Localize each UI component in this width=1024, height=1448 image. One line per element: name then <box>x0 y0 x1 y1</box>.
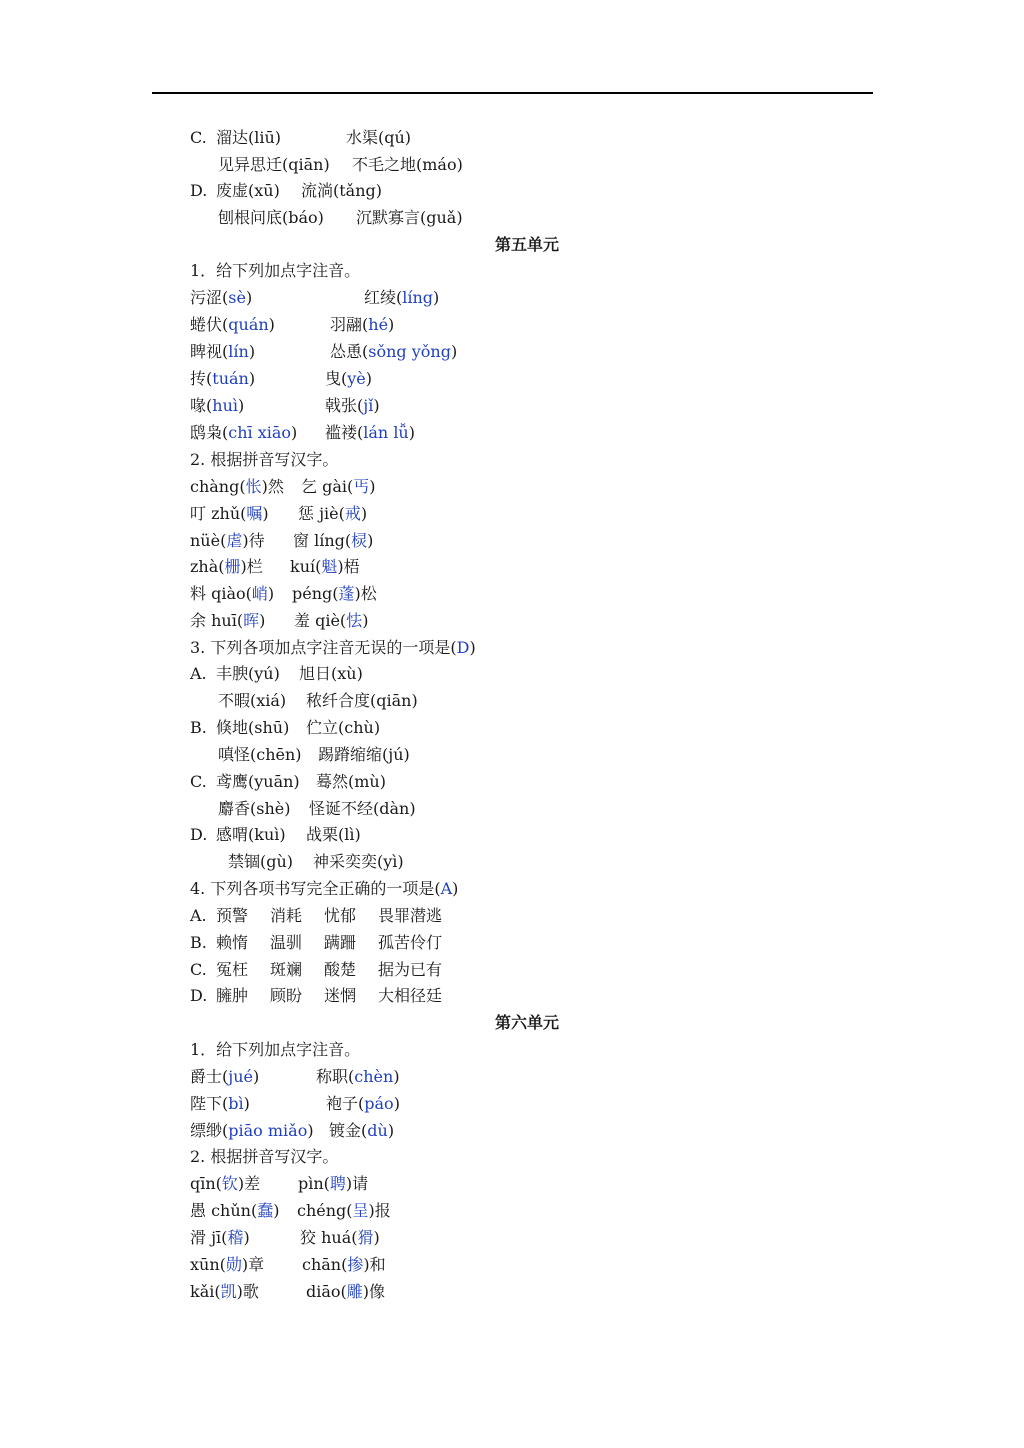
text-fragment: 缥缈 <box>190 1121 223 1140</box>
unit5-q1-item: 褴褛(lán lǚ) <box>325 423 415 442</box>
text-fragment: jué <box>228 1067 253 1086</box>
text-fragment: 稽 <box>227 1228 244 1247</box>
option-d-item-4: 沉默寡言(guǎ) <box>356 208 463 227</box>
text-fragment: jǐ <box>363 396 374 415</box>
text-fragment: xūn( <box>190 1255 226 1274</box>
text-fragment: 睥视 <box>190 342 223 361</box>
unit6-q1-item: 缥缈(piāo miǎo) <box>190 1121 314 1140</box>
text-fragment: 料 qiào( <box>190 584 252 603</box>
text-fragment: )梧 <box>337 557 360 576</box>
text-fragment: nüè( <box>190 531 227 550</box>
text-fragment: ) <box>259 611 266 630</box>
unit5-q3-option-label: B. <box>190 718 207 737</box>
unit5-q3-option-item: 倏地(shū) <box>216 718 290 737</box>
unit5-q2-item <box>190 557 263 577</box>
text-fragment: 怂恿 <box>330 342 363 361</box>
text-fragment: ) <box>452 879 459 898</box>
text-fragment: chéng( <box>297 1201 353 1220</box>
text-fragment: ) <box>243 1228 250 1247</box>
text-fragment: 喙 <box>190 396 207 415</box>
unit5-q2-item <box>294 611 368 631</box>
option-d-item-2: 流淌(tǎng) <box>301 181 383 200</box>
unit6-q2-item <box>297 1201 391 1221</box>
text-fragment: hé <box>368 315 389 334</box>
unit5-q1-item: 睥视(lín) <box>190 342 256 361</box>
text-fragment: )松 <box>354 584 377 603</box>
unit6-q2-item <box>190 1228 250 1248</box>
text-fragment: tuán <box>212 369 249 388</box>
text-fragment: 污涩 <box>190 288 223 307</box>
text-fragment: )栏 <box>240 557 263 576</box>
text-fragment: 羽翮 <box>330 315 363 334</box>
text-fragment: 愚 chǔn( <box>190 1201 258 1220</box>
text-fragment: 栅 <box>224 557 241 576</box>
unit5-q3-option-item: 秾纤合度(qiān) <box>306 691 418 710</box>
unit5-q3-option-item: 神采奕奕(yì) <box>313 852 404 871</box>
text-fragment: páo <box>364 1094 394 1113</box>
unit5-q3-option-label: C. <box>190 772 207 791</box>
unit5-q4-option-word: 顾盼 <box>270 986 303 1005</box>
header-rule <box>152 92 873 94</box>
unit5-q3-answer: D <box>456 638 470 657</box>
unit5-q1-item: 红绫(líng) <box>364 288 440 307</box>
text-fragment: 称职 <box>316 1067 349 1086</box>
option-d-item-1: 废虚(xū) <box>216 181 280 200</box>
text-fragment: 滑 jī( <box>190 1228 228 1247</box>
unit5-q3-option-item: 伫立(chù) <box>306 718 381 737</box>
text-fragment: )像 <box>362 1282 386 1301</box>
unit5-q4-option-label: D. <box>190 986 208 1005</box>
text-fragment: 蓬 <box>338 584 355 603</box>
text-fragment: líng <box>402 288 434 307</box>
text-fragment: huì <box>212 396 238 415</box>
unit5-q3-option-item: 蓦然(mù) <box>316 772 386 791</box>
text-fragment: 魁 <box>321 557 338 576</box>
unit5-q3-option-item: 禁锢(gù) <box>228 852 294 871</box>
unit5-q2-item <box>301 477 376 497</box>
unit5-q2-item <box>293 531 373 551</box>
unit5-q2-item <box>190 531 265 551</box>
text-fragment: yè <box>347 369 366 388</box>
unit6-title: 第六单元 <box>495 1013 560 1032</box>
text-fragment: ) <box>262 504 269 523</box>
text-fragment: 呈 <box>352 1201 369 1220</box>
text-fragment: 戟张 <box>325 396 358 415</box>
unit5-q4-option-word: 冤枉 <box>216 960 249 979</box>
unit6-q2-item <box>302 1255 386 1275</box>
text-fragment: sǒng yǒng <box>368 342 451 361</box>
option-d-label: D. <box>190 181 208 200</box>
text-fragment: )报 <box>368 1201 391 1220</box>
unit5-q4-stem <box>190 879 458 899</box>
text-fragment: lín <box>228 342 249 361</box>
text-fragment: 红绫 <box>364 288 397 307</box>
unit5-q4-option-label: C. <box>190 960 207 979</box>
unit5-q3-option-item: 旭日(xù) <box>299 664 363 683</box>
unit5-q4-option-word: 预警 <box>216 906 249 925</box>
unit5-q3-option-item: 不暇(xiá) <box>218 691 287 710</box>
text-fragment: péng( <box>292 584 339 603</box>
text-fragment: 惩 jiè( <box>298 504 345 523</box>
unit6-q1-item: 袍子(páo) <box>326 1094 400 1113</box>
unit5-q1-item: 污涩(sè) <box>190 288 253 307</box>
text-fragment: qīn( <box>190 1174 222 1193</box>
unit5-q4-option-word: 迷惘 <box>324 986 357 1005</box>
option-c-item-3: 见异思迁(qiān) <box>218 155 330 174</box>
unit5-q2-item <box>292 584 377 604</box>
unit5-q2-item <box>298 504 367 524</box>
unit5-q2-item <box>190 477 284 497</box>
unit5-q4-option-word: 大相径廷 <box>378 986 443 1005</box>
text-fragment: ) <box>469 638 476 657</box>
text-fragment: chī xiāo <box>228 423 292 442</box>
text-fragment: 袍子 <box>326 1094 359 1113</box>
unit5-q3-stem <box>190 638 476 658</box>
text-fragment: 峭 <box>251 584 268 603</box>
unit5-q3-option-item: 麝香(shè) <box>218 799 291 818</box>
unit5-q1-stem: 1．给下列加点字注音。 <box>190 261 361 280</box>
unit6-q2-item <box>298 1174 368 1194</box>
unit6-q2-item <box>306 1282 385 1302</box>
text-fragment: 丐 <box>353 477 370 496</box>
unit5-q3-option-label: D. <box>190 825 208 844</box>
text-fragment: )差 <box>237 1174 261 1193</box>
unit5-q4-option-word: 斑斓 <box>270 960 303 979</box>
text-fragment: ) <box>273 1201 280 1220</box>
text-fragment: 怯 <box>346 611 363 630</box>
unit5-q3-option-item: 丰腴(yú) <box>216 664 280 683</box>
text-fragment: )待 <box>242 531 265 550</box>
text-fragment: ) <box>369 477 376 496</box>
unit6-q1-stem: 1．给下列加点字注音。 <box>190 1040 361 1059</box>
text-fragment: 戒 <box>344 504 361 523</box>
unit5-q1-item: 喙(huì) <box>190 396 245 415</box>
text-fragment: 凯 <box>220 1282 237 1301</box>
unit5-q4-option-word: 消耗 <box>270 906 303 925</box>
unit5-q1-item: 羽翮(hé) <box>330 315 395 334</box>
text-fragment: chàng( <box>190 477 246 496</box>
unit5-q1-item: 鸱枭(chī xiāo) <box>190 423 298 442</box>
text-fragment: )歌 <box>236 1282 259 1301</box>
unit5-q1-item: 抟(tuán) <box>190 369 256 388</box>
unit6-q1-item: 镀金(dù) <box>329 1121 395 1140</box>
text-fragment: 虐 <box>226 531 243 550</box>
text-fragment: lán lǚ <box>363 423 409 442</box>
text-fragment: ) <box>362 611 369 630</box>
text-fragment: )章 <box>241 1255 265 1274</box>
unit6-q2-item <box>190 1255 264 1275</box>
text-fragment: 狡 huá( <box>300 1228 358 1247</box>
text-fragment: ) <box>367 531 374 550</box>
text-fragment: 余 huī( <box>190 611 244 630</box>
text-fragment: 蠢 <box>257 1201 274 1220</box>
text-fragment: piāo miǎo <box>228 1121 308 1140</box>
unit5-q4-option-word: 孤苦伶仃 <box>378 933 443 952</box>
unit6-q2-item <box>190 1282 259 1302</box>
text-fragment: )请 <box>345 1174 369 1193</box>
text-fragment: ) <box>360 504 368 523</box>
text-fragment: 嘱 <box>246 504 263 523</box>
unit5-q3-option-label: A. <box>190 664 207 683</box>
text-fragment: 勋 <box>225 1255 242 1274</box>
unit5-q3-option-item: 踢蹐缩缩(jú) <box>318 745 410 764</box>
text-fragment: diāo( <box>306 1282 347 1301</box>
text-fragment: 羞 qiè( <box>294 611 347 630</box>
unit5-q1-item: 怂恿(sǒng yǒng) <box>330 342 458 361</box>
text-fragment: 陛下 <box>190 1094 223 1113</box>
unit5-q4-option-word: 赖惰 <box>216 933 249 952</box>
text-fragment: 4. 下列各项书写完全正确的一项是( <box>190 879 441 898</box>
unit6-q2-item <box>190 1201 279 1221</box>
text-fragment: 窗 líng( <box>293 531 352 550</box>
text-fragment: )然 <box>261 477 284 496</box>
text-fragment: 叮 zhǔ( <box>190 504 247 523</box>
text-fragment: 3. 下列各项加点字注音无误的一项是( <box>190 638 457 657</box>
text-fragment: 钦 <box>221 1174 238 1193</box>
option-c-item-1: 溜达(liū) <box>216 128 282 147</box>
text-fragment: 猾 <box>357 1228 374 1247</box>
unit5-q4-option-label: B. <box>190 933 207 952</box>
text-fragment: 褴褛 <box>325 423 358 442</box>
unit5-q3-option-item: 战栗(lì) <box>306 825 361 844</box>
unit5-q2-item <box>290 557 360 577</box>
unit5-q2-stem: 2. 根据拼音写汉字。 <box>190 450 339 469</box>
text-fragment: zhà( <box>190 557 225 576</box>
option-c-item-2: 水渠(qú) <box>346 128 412 147</box>
text-fragment: 掺 <box>347 1255 364 1274</box>
text-fragment: dù <box>367 1121 388 1140</box>
unit6-q1-item: 陛下(bì) <box>190 1094 250 1113</box>
text-fragment: 聘 <box>329 1174 346 1193</box>
unit5-q4-option-word: 温驯 <box>270 933 303 952</box>
text-fragment: 乞 gài( <box>301 477 354 496</box>
unit5-q2-item <box>190 584 274 604</box>
unit5-q4-answer: A <box>440 879 453 898</box>
text-fragment: ) <box>267 584 275 603</box>
text-fragment: quán <box>228 315 269 334</box>
option-c-item-4: 不毛之地(máo) <box>352 155 463 174</box>
text-fragment: chèn <box>354 1067 394 1086</box>
text-fragment: 曳 <box>325 369 342 388</box>
unit6-q2-stem: 2. 根据拼音写汉字。 <box>190 1147 339 1166</box>
unit5-q3-option-item: 嗔怪(chēn) <box>218 745 302 764</box>
unit5-q4-option-word: 蹒跚 <box>324 933 357 952</box>
unit5-q4-option-word: 忧郁 <box>324 906 357 925</box>
unit5-q4-option-word: 据为已有 <box>378 960 443 979</box>
unit6-q2-item <box>190 1174 260 1194</box>
text-fragment: kuí( <box>290 557 322 576</box>
text-fragment: 爵士 <box>190 1067 223 1086</box>
unit6-q1-item: 称职(chèn) <box>316 1067 400 1086</box>
text-fragment: pìn( <box>298 1174 330 1193</box>
text-fragment: 晖 <box>243 611 260 630</box>
text-fragment: ) <box>373 1228 380 1247</box>
unit5-q4-option-label: A. <box>190 906 207 925</box>
unit5-q1-item: 戟张(jǐ) <box>325 396 380 415</box>
text-fragment: 雕 <box>346 1282 363 1301</box>
option-c-label: C. <box>190 128 207 147</box>
text-fragment: sè <box>228 288 246 307</box>
unit5-q3-option-item: 感喟(kuì) <box>216 825 286 844</box>
text-fragment: kǎi( <box>190 1282 221 1301</box>
text-fragment: bì <box>228 1094 244 1113</box>
unit5-q4-option-word: 畏罪潜逃 <box>378 906 443 925</box>
text-fragment: )和 <box>363 1255 386 1274</box>
text-fragment: 蜷伏 <box>190 315 223 334</box>
text-fragment: chān( <box>302 1255 348 1274</box>
unit5-title: 第五单元 <box>495 235 560 254</box>
text-fragment: 鸱枭 <box>190 423 223 442</box>
unit6-q2-item <box>300 1228 380 1248</box>
text-fragment: 棂 <box>351 531 368 550</box>
unit5-q4-option-word: 臃肿 <box>216 986 249 1005</box>
unit5-q2-item <box>190 504 269 524</box>
option-d-item-3: 刨根问底(báo) <box>218 208 324 227</box>
unit5-q4-option-word: 酸楚 <box>324 960 357 979</box>
text-fragment: 抟 <box>190 369 207 388</box>
unit5-q2-item <box>190 611 265 631</box>
unit6-q1-item: 爵士(jué) <box>190 1067 260 1086</box>
unit5-q1-item: 蜷伏(quán) <box>190 315 275 334</box>
text-fragment: 怅 <box>245 477 262 496</box>
text-fragment: 镀金 <box>329 1121 362 1140</box>
unit5-q1-item: 曳(yè) <box>325 369 373 388</box>
unit5-q3-option-item: 怪诞不经(dàn) <box>309 799 416 818</box>
unit5-q3-option-item: 鸢鹰(yuān) <box>216 772 300 791</box>
